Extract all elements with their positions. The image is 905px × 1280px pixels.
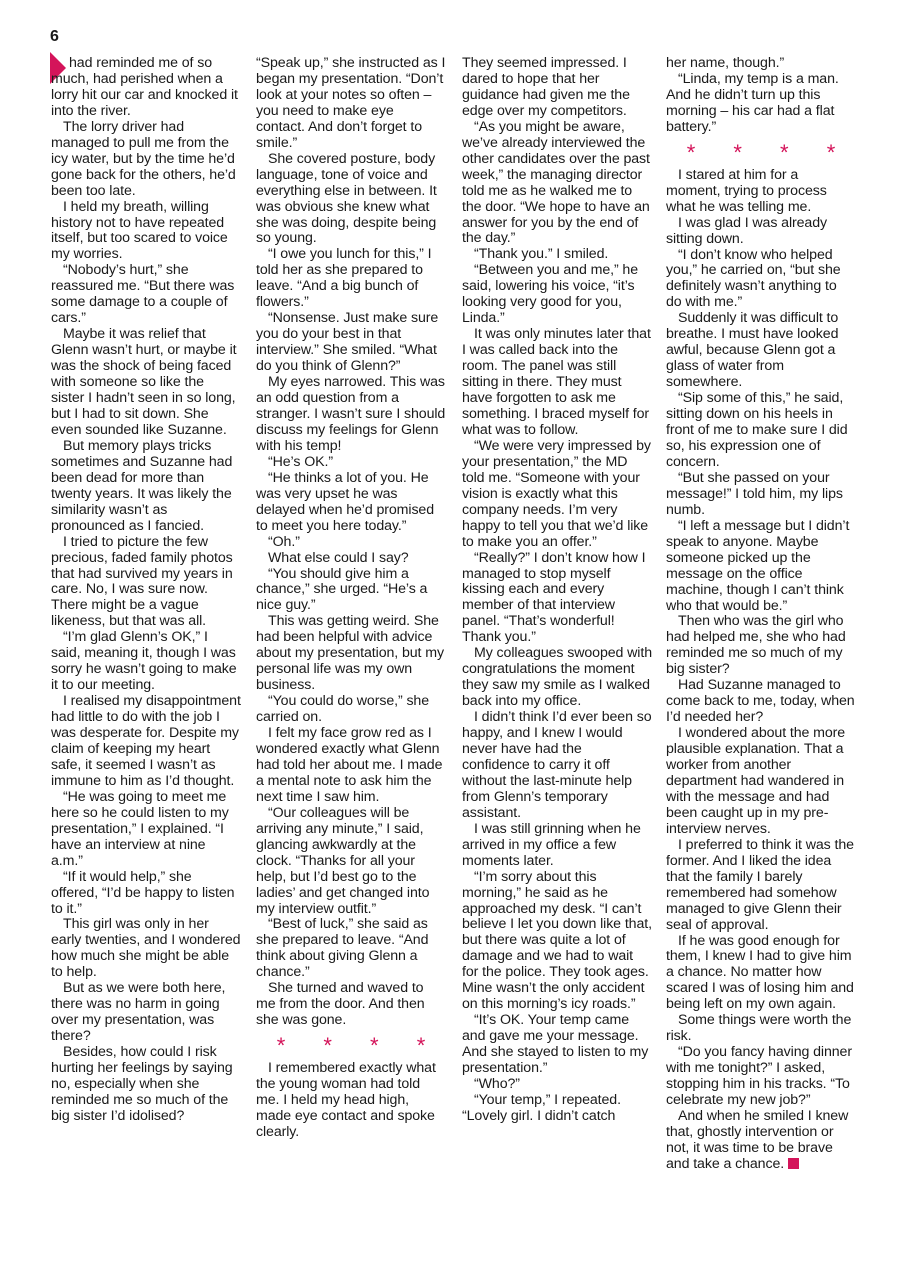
- paragraph: Suddenly it was difficult to breathe. I must have looked awful, because Glenn got a glass of water from somewhere.: [666, 310, 839, 391]
- paragraph: But as we were both here, there was no harm in going over my presentation, was there?: [51, 980, 226, 1045]
- paragraph: I preferred to think it was the former. And I liked the idea that the family I barely remembered had somehow managed to give Glenn their seal of approval.: [666, 836, 854, 933]
- paragraph: This was getting weird. She had been helpful with advice about my presentation, but my personal life was my own business.: [256, 613, 444, 694]
- paragraph: “I left a message but I didn’t speak to anyone. Maybe someone picked up the message on the office machine, though I can’t think who that would be.”: [666, 517, 850, 614]
- text-column-2: [256, 56, 446, 1141]
- paragraph: “Your temp,” I repeated. “Lovely girl. I didn’t catch: [462, 1091, 621, 1124]
- paragraph: “Who?”: [474, 1076, 520, 1092]
- paragraph: My eyes narrowed. This was an odd question from a stranger. I wasn’t sure I should discuss my feelings for Glenn with his temp!: [256, 374, 446, 454]
- paragraph: “You should give him a chance,” she urged. “He’s a nice guy.”: [256, 565, 428, 614]
- paragraph: She turned and waved to me from the door. And then she was gone.: [256, 980, 425, 1029]
- paragraph: “Thank you.” I smiled.: [474, 246, 609, 263]
- paragraph: Then who was the girl who had helped me, she who had reminded me so much of my big sister?: [666, 613, 846, 678]
- paragraph: I tried to picture the few precious, faded family photos that had survived my years in care. No, I was sure now. There might be a vague likeness, but that was all.: [51, 533, 233, 630]
- paragraph: Some things were worth the risk.: [666, 1012, 852, 1045]
- paragraph: had reminded me of so much, had perished when a lorry hit our car and knocked it into the river.: [51, 55, 238, 119]
- column-3-paragraphs: [462, 56, 652, 1125]
- paragraph: “Our colleagues will be arriving any minute,” I said, glancing awkwardly at the clock. “Thanks for all your help, but I’d best go to the ladies’ and get changed into my interview outfit.”: [256, 804, 430, 917]
- text-column-3: [462, 56, 652, 1125]
- column-4-paragraphs: [666, 56, 856, 136]
- paragraph: I remembered exactly what the young woman had told me. I held my head high, made eye contact and spoke clearly.: [256, 1060, 436, 1140]
- paragraph: Maybe it was relief that Glenn wasn’t hurt, or maybe it was the shock of being faced with someone so like the sister I hadn’t seen in so long, but I had to sit down. She even sounded like Suzanne.: [51, 326, 237, 438]
- paragraph: “We were very impressed by your presentation,” the MD told me. “Someone with your vision is exactly what this company needs. I’m very happy to tell you that we’d like to make you an offer.”: [462, 437, 651, 550]
- paragraph: “I don’t know who helped you,” he carried on, “but she definitely wasn’t anything to do with me.”: [666, 246, 841, 311]
- paragraph: I stared at him for a moment, trying to process what he was telling me.: [666, 166, 827, 215]
- story-end-square: [788, 1158, 799, 1169]
- paragraph: “He was going to meet me here so he could listen to my presentation,” I explained. “I have an interview at nine a.m.”: [51, 788, 229, 869]
- paragraph: I was still grinning when he arrived in my office a few moments later.: [462, 820, 641, 869]
- paragraph: “Between you and me,” he said, lowering his voice, “it’s looking very good for you, Linda.”: [462, 262, 639, 327]
- paragraph: “I owe you lunch for this,” I told her as she prepared to leave. “And a big bunch of flowers.”: [256, 246, 432, 311]
- paragraph: The lorry driver had managed to pull me from the icy water, but by the time he’d gone back for the others, he’d been too late.: [51, 118, 236, 199]
- paragraph: Besides, how could I risk hurting her feelings by saying no, especially when she reminded me so much of the big sister I’d idolised?: [51, 1044, 233, 1124]
- paragraph: I was glad I was already sitting down.: [666, 214, 828, 247]
- paragraph: I realised my disappointment had little to do with the job I was desperate for. Despite my claim of keeping my heart safe, it seemed I wasn’t as immune to him as I’d thought.: [51, 693, 241, 789]
- column-1-paragraphs: [51, 56, 241, 1125]
- section-divider: * * * *: [276, 1033, 442, 1059]
- paragraph: “You could do worse,” she carried on.: [256, 693, 430, 726]
- text-column-4: [666, 56, 856, 1173]
- paragraph: She covered posture, body language, tone of voice and everything else in between. It was obvious she knew what she was doing, despite being so young.: [256, 150, 437, 247]
- paragraph: And when he smiled I knew that, ghostly intervention or not, it was time to be brave and take a chance.: [666, 1108, 849, 1172]
- paragraph: “If it would help,” she offered, “I’d be happy to listen to it.”: [51, 868, 235, 917]
- paragraph: They seemed impressed. I dared to hope that her guidance had given me the edge over my competitors.: [462, 55, 630, 119]
- paragraph: “I’m glad Glenn’s OK,” I said, meaning it, though I was sorry he wasn’t going to make it to our meeting.: [51, 629, 237, 694]
- page-number: 6: [50, 28, 59, 45]
- paragraph: “Speak up,” she instructed as I began my presentation. “Don’t look at your notes so often – you need to make eye contact. And don’t forget to smile.”: [256, 55, 446, 151]
- paragraph: “But she passed on your message!” I told him, my lips numb.: [666, 469, 843, 518]
- paragraph: “Oh.”: [268, 533, 300, 550]
- text-column-1: [51, 56, 241, 1125]
- paragraph: “As you might be aware, we’ve already interviewed the other candidates over the past week,” the managing director told me as he walked me to the door. “We hope to have an answer for you by the end of the day.”: [462, 118, 650, 247]
- paragraph: “Nonsense. Just make sure you do your best in that interview.” She smiled. “What do you think of Glenn?”: [256, 310, 439, 375]
- paragraph: I didn’t think I’d ever been so happy, and I knew I would never have had the confidence to carry it off without the last-minute help from Glenn’s temporary assistant.: [462, 709, 652, 821]
- paragraph: her name, though.”: [666, 55, 785, 71]
- paragraph: “Nobody’s hurt,” she reassured me. “But there was some damage to a couple of cars.”: [51, 262, 235, 327]
- paragraph: “I’m sorry about this morning,” he said as he approached my desk. “I can’t believe I let you down like that, but there was quite a lot of damage and we had to wait for the police. They took ages. Mine wasn’t the only accident on this morning’s icy roads.”: [462, 868, 652, 1013]
- paragraph: “Best of luck,” she said as she prepared to leave. “And think about giving Glenn a chance.”: [256, 916, 429, 981]
- paragraph: What else could I say?: [268, 549, 409, 566]
- paragraph: “He’s OK.”: [268, 453, 333, 470]
- paragraph: “He thinks a lot of you. He was very upset he was delayed when he’d promised to meet you here today.”: [256, 469, 435, 534]
- paragraph: I held my breath, willing history not to have repeated itself, but too scared to voice my worries.: [51, 198, 228, 263]
- paragraph: “Sip some of this,” he said, sitting down on his heels in front of me to make sure I did so, his expression one of concern.: [666, 390, 848, 470]
- paragraph: My colleagues swooped with congratulations the moment they saw my smile as I walked back into my office.: [462, 645, 652, 710]
- paragraph: “It’s OK. Your temp came and gave me your message. And she stayed to listen to my presentation.”: [462, 1012, 649, 1077]
- paragraph: Had Suzanne managed to come back to me, today, when I’d needed her?: [666, 677, 855, 726]
- paragraph: I felt my face grow red as I wondered exactly what Glenn had told her about me. I made a mental note to ask him the next time I saw him.: [256, 725, 443, 805]
- paragraph: “Do you fancy having dinner with me tonight?” I asked, stopping him in his tracks. “To celebrate my new job?”: [666, 1044, 852, 1109]
- paragraph: This girl was only in her early twenties, and I wondered how much she might be able to help.: [51, 916, 241, 981]
- column-2-paragraphs: [256, 56, 446, 1029]
- paragraph: But memory plays tricks sometimes and Suzanne had been dead for more than twenty years. It was likely the similarity wasn’t as pronounced as I fancied.: [51, 437, 233, 534]
- paragraph: I wondered about the more plausible explanation. That a worker from another department had wandered in with the message and had been caught up in my pre-interview nerves.: [666, 725, 846, 837]
- paragraph: If he was good enough for them, I knew I had to give him a chance. No matter how scared I was of losing him and being left on my own again.: [666, 932, 854, 1013]
- section-divider: * * * *: [686, 139, 852, 165]
- column-2-paragraphs-after-divider: [256, 1061, 446, 1141]
- paragraph: “Really?” I don’t know how I managed to stop myself kissing each and every member of that interview panel. “That’s wonderful! Thank you.”: [462, 549, 646, 646]
- paragraph: It was only minutes later that I was called back into the room. The panel was still sitting in there. They must have forgotten to ask me something. I braced myself for what was to follow.: [462, 326, 651, 438]
- paragraph: “Linda, my temp is a man. And he didn’t turn up this morning – his car had a flat battery.”: [666, 70, 839, 135]
- column-4-paragraphs-after-divider: [666, 168, 856, 1173]
